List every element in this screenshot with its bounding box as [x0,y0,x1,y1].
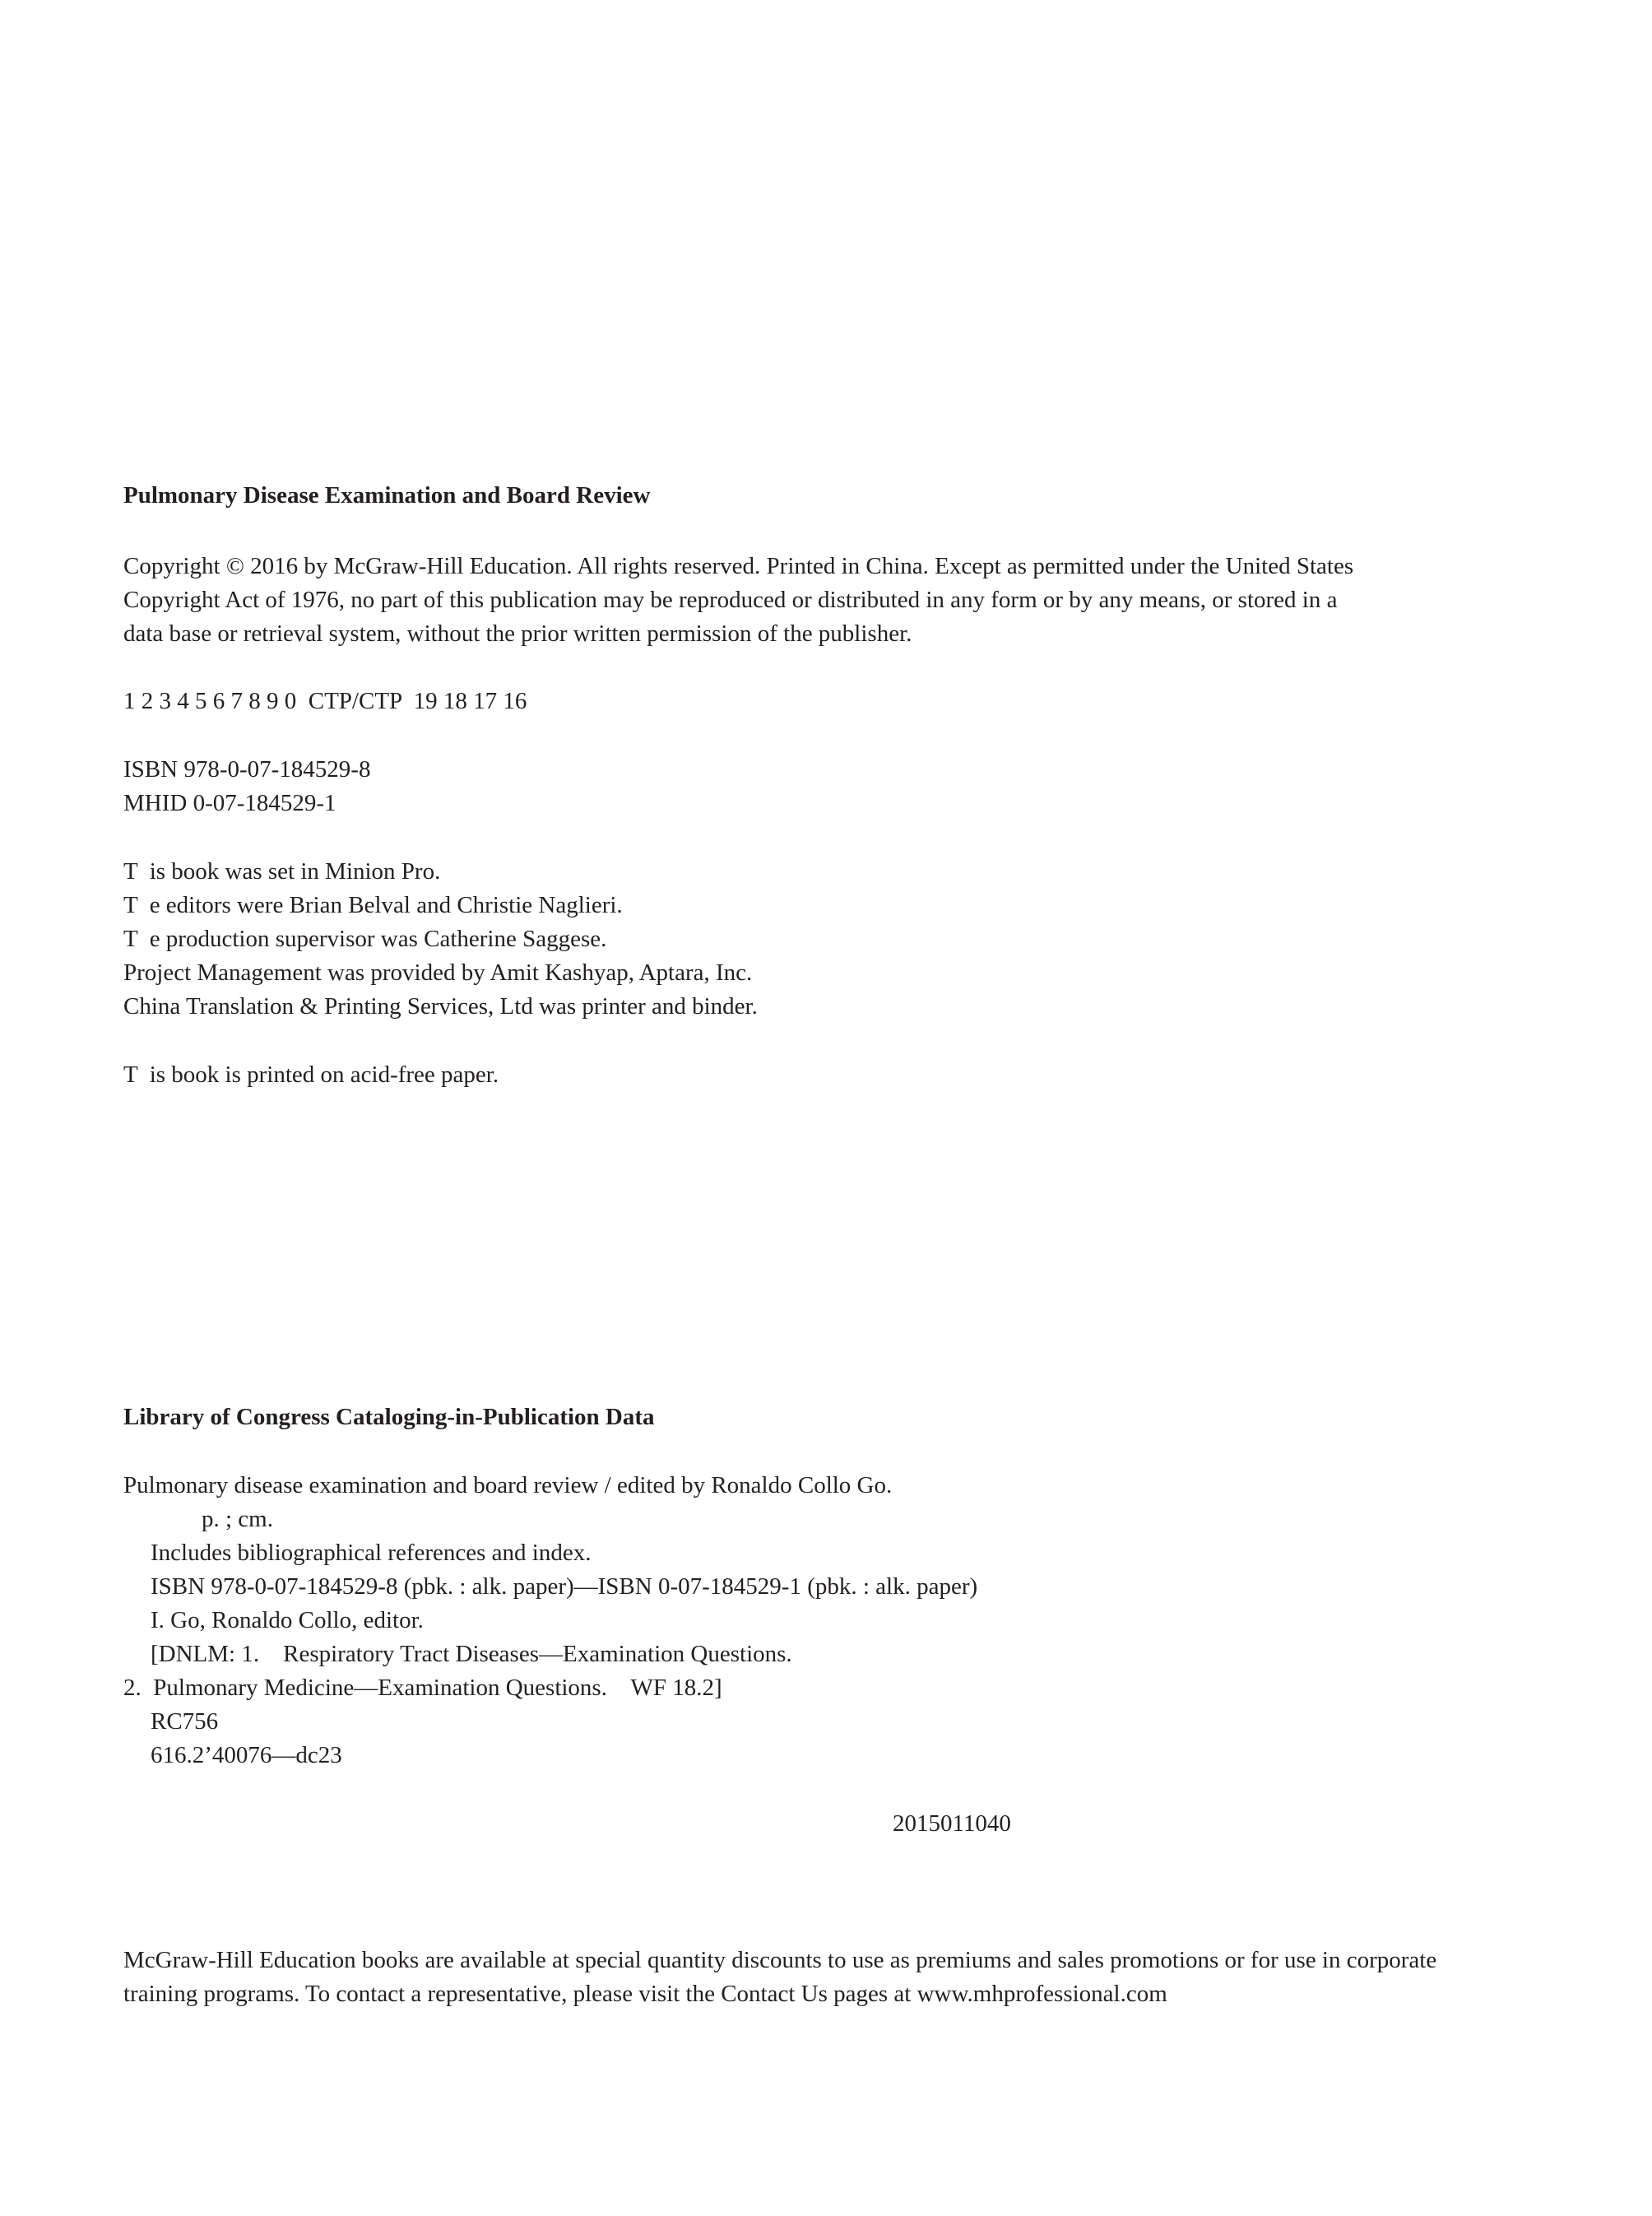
cip-lc-class: RC756 [151,1708,219,1735]
production-line: China Translation & Printing Services, Ltd was printer and binder. [123,993,758,1020]
cip-dnlm-1: [DNLM: 1. Respiratory Tract Diseases—Examination Questions. [151,1641,792,1667]
copyright-line-3: data base or retrieval system, without the prior written permission of the publisher. [123,620,912,647]
cip-heading: Library of Congress Cataloging-in-Publication Data [123,1404,655,1430]
production-line: T is book was set in Minion Pro. [123,858,441,885]
cip-lccn: 2015011040 [893,1810,1011,1837]
copyright-line-2: Copyright Act of 1976, no part of this publication may be reproduced or distributed in any form or by any means, or stored in a [123,587,1338,613]
printing-line: 1 2 3 4 5 6 7 8 9 0 CTP/CTP 19 18 17 16 [123,688,527,714]
cip-dewey: 616.2’40076—dc23 [151,1742,342,1768]
copyright-line-1: Copyright © 2016 by McGraw-Hill Education. All rights reserved. Printed in China. Except as permitted under the United States [123,553,1354,579]
mhid: MHID 0-07-184529-1 [123,790,336,816]
cip-dnlm-2: 2. Pulmonary Medicine—Examination Questions. WF 18.2] [123,1675,722,1701]
cip-isbns: ISBN 978-0-07-184529-8 (pbk. : alk. paper)—ISBN 0-07-184529-1 (pbk. : alk. paper) [151,1573,978,1600]
book-title: Pulmonary Disease Examination and Board Review [123,482,651,509]
isbn: ISBN 978-0-07-184529-8 [123,756,371,783]
cip-entry-title: Pulmonary disease examination and board review / edited by Ronaldo Collo Go. [123,1472,893,1498]
cip-notes: Includes bibliographical references and index. [151,1540,592,1566]
paper-note: T is book is printed on acid-free paper. [123,1062,499,1088]
footer-line-1: McGraw-Hill Education books are available at special quantity discounts to use as premiums and sales promotions or for use in corporate [123,1947,1437,1973]
production-line: Project Management was provided by Amit Kashyap, Aptara, Inc. [123,959,753,986]
cip-editor: I. Go, Ronaldo Collo, editor. [151,1607,424,1633]
footer-line-2: training programs. To contact a representative, please visit the Contact Us pages at www.mhprofessional.com [123,1981,1167,2007]
production-line: T e production supervisor was Catherine Saggese. [123,926,607,952]
cip-physical: p. ; cm. [202,1506,273,1532]
production-line: T e editors were Brian Belval and Christie Naglieri. [123,892,623,918]
